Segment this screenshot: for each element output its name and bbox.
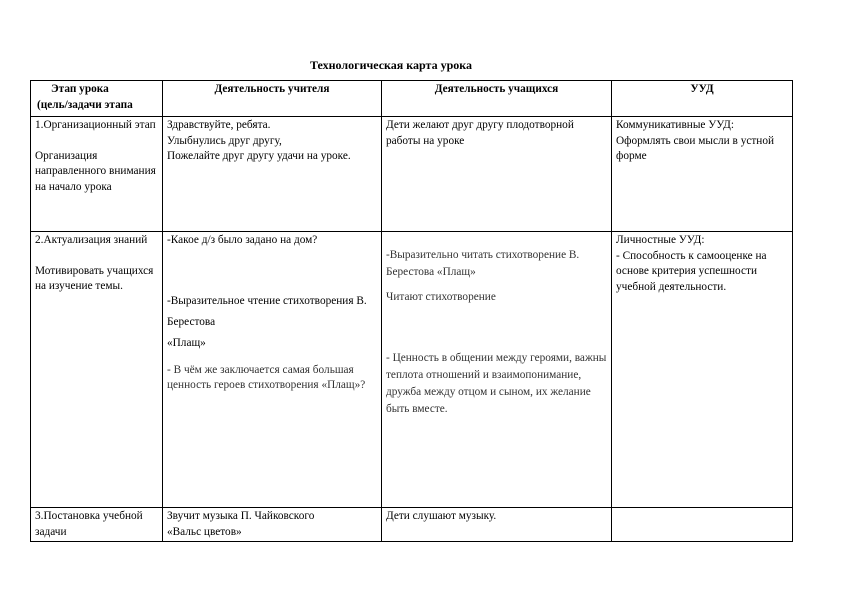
row1-uud-cell [612, 117, 793, 232]
row1-teacher-line2: Улыбнулись друг другу, [167, 134, 282, 147]
header-stage-line2: (цель/задачи этапа [37, 98, 133, 111]
row3-stage-title: 3.Постановка учебной задачи [35, 510, 143, 538]
row2-students-reading: Читают стихотворение [386, 291, 496, 303]
row1-uud-text: Оформлять свои мысли в устной форме [616, 134, 775, 162]
row2-stage-cell [31, 232, 163, 508]
row2-teacher-reading: -Выразительное чтение стихотворения В. Берестова [167, 294, 367, 328]
table-row [31, 117, 793, 232]
row1-stage-goal: Организация направленного внимания на начало урока [35, 149, 156, 193]
table-header-row [31, 81, 793, 117]
row3-uud-cell [612, 508, 793, 542]
row1-students-text: Дети желают друг другу плодотворной работы на уроке [386, 119, 574, 147]
header-students: Деятельность учащихся [382, 81, 612, 117]
row2-uud-type: Личностные УУД: [616, 234, 705, 246]
table-row [31, 232, 793, 508]
row2-teacher-question: -Какое д/з было задано на дом? [167, 234, 318, 246]
document-title: Технологическая карта урока [310, 58, 472, 72]
row3-students-text: Дети слушают музыку. [386, 510, 497, 522]
row2-students-read: -Выразительно читать стихотворение В. Берестова «Плащ» [386, 249, 580, 278]
row3-teacher-cell [163, 508, 382, 542]
header-stage [31, 81, 163, 117]
header-uud: УУД [612, 81, 793, 117]
row2-teacher-poem: «Плащ» [167, 336, 206, 349]
row2-uud-text: - Способность к самооценке на основе критерия успешности учебной деятельности. [616, 249, 767, 293]
row1-teacher-line1: Здравствуйте, ребята. [167, 119, 271, 131]
row2-stage-goal: Мотивировать учащихся на изучение темы. [35, 264, 154, 292]
row1-stage-title: 1.Организационный этап [35, 119, 156, 131]
row1-teacher-cell [163, 117, 382, 232]
row2-students-cell [382, 232, 612, 508]
row2-uud-cell [612, 232, 793, 508]
row3-teacher-line2: «Вальс цветов» [167, 525, 242, 538]
header-teacher: Деятельность учителя [163, 81, 382, 117]
table-row [31, 508, 793, 542]
row3-stage-cell [31, 508, 163, 542]
row1-students-cell [382, 117, 612, 232]
row3-students-cell [382, 508, 612, 542]
row1-teacher-line3: Пожелайте друг другу удачи на уроке. [167, 150, 351, 162]
row1-stage-cell [31, 117, 163, 232]
lesson-plan-table [30, 80, 793, 542]
row2-teacher-value-question: - В чём же заключается самая большая ценность героев стихотворения «Плащ»? [167, 363, 366, 391]
row1-uud-type: Коммуникативные УУД: [616, 119, 734, 131]
row2-students-answer: - Ценность в общении между героями, важны теплота отношений и взаимопонимание, дружба между отцом и сыном, их желание быть вместе. [386, 351, 607, 415]
row2-teacher-cell [163, 232, 382, 508]
header-stage-line1: Этап урока [51, 83, 109, 95]
row3-teacher-line1: Звучит музыка П. Чайковского [167, 510, 315, 522]
row2-stage-title: 2.Актуализация знаний [35, 234, 148, 246]
